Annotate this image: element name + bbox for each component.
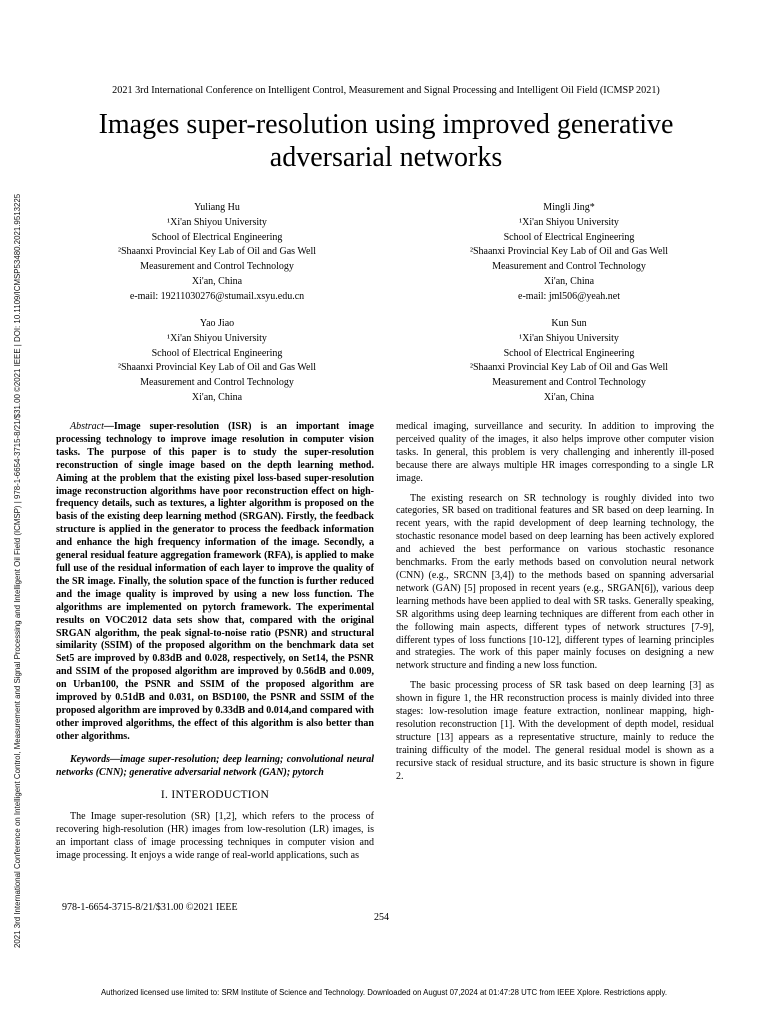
section-heading: I. INTERODUCTION <box>160 789 270 802</box>
author-city: Xi'an, China <box>543 391 595 403</box>
right-column <box>396 421 714 783</box>
author-name: Kun Sun <box>551 318 587 329</box>
author-name: Yao Jiao <box>199 318 235 329</box>
author-department: School of Electrical Engineering <box>503 231 635 243</box>
author-lab: ²Shaanxi Provincial Key Lab of Oil and Gas Well <box>469 362 669 374</box>
author-lab-cont: Measurement and Control Technology <box>492 377 646 389</box>
author-department: School of Electrical Engineering <box>151 231 283 243</box>
author-name: Yuliang Hu <box>194 202 240 213</box>
author-email: e-mail: 19211030276@stumail.xsyu.edu.cn <box>129 290 305 302</box>
author-lab-cont: Measurement and Control Technology <box>140 377 294 389</box>
author-city: Xi'an, China <box>191 275 243 287</box>
page-number: 254 <box>374 912 389 923</box>
intro-paragraph: The Image super-resolution (SR) [1,2], which refers to the process of recovering high-resolution (HR) images from low-resolution (LR) images, is an important class of image processing techniques in computer vision and image processing. It enjoys a wide range of real-world applications, such as <box>56 811 374 862</box>
author-affiliation: ¹Xi'an Shiyou University <box>519 332 619 344</box>
author-name: Mingli Jing* <box>543 202 595 213</box>
body-paragraph-1: medical imaging, surveillance and security. In addition to improving the perceived quality of the images, it also helps improve other computer vision tasks. In general, this problem is very challenging and inherently ill-posed because there are always multiple HR images corresponding to a single LR image. <box>396 421 714 484</box>
doi-sidebar <box>0 0 26 1024</box>
author-department: School of Electrical Engineering <box>151 347 283 359</box>
author-block-4 <box>404 317 734 406</box>
title-line-1: Images super-resolution using improved generative <box>98 109 674 140</box>
abstract <box>56 421 374 744</box>
author-email: e-mail: jml506@yeah.net <box>518 290 620 302</box>
author-department: School of Electrical Engineering <box>503 347 635 359</box>
left-column <box>56 421 374 863</box>
author-affiliation: ¹Xi'an Shiyou University <box>519 216 619 228</box>
author-block-2 <box>404 201 734 305</box>
doi-sidebar-text: 2021 3rd International Conference on Intelligent Control, Measurement and Signal Processing and Intelligent Oil Field (ICMSP) | 978-1-6654-3715-8/21/$31.00 ©2021 IEEE | DOI: 10.1109/ICMSP53480.2021.9513225 <box>13 193 22 948</box>
author-affiliation: ¹Xi'an Shiyou University <box>167 216 267 228</box>
author-lab-cont: Measurement and Control Technology <box>140 261 294 273</box>
paper-title <box>56 108 716 174</box>
author-lab: ²Shaanxi Provincial Key Lab of Oil and Gas Well <box>469 246 669 258</box>
author-lab: ²Shaanxi Provincial Key Lab of Oil and Gas Well <box>117 246 317 258</box>
author-city: Xi'an, China <box>543 275 595 287</box>
author-city: Xi'an, China <box>191 391 243 403</box>
body-paragraph-2: The existing research on SR technology is roughly divided into two categories, SR based on traditional features and SR based on deep learning. In recent years, with the rapid development of deep learning technology, the stochastic resonance model based on deep learning has been actively explored and achieved the best performance on various stochastic resonance benchmarks. From the early methods based on convolution neural network (CNN) (e.g., SRCNN [3,4]) to the methods based on spanning adversarial network (GAN) [5] proposed in recent years (e.g., SRGAN[6]), various deep learning methods have been applied to deal with SR tasks. Generally speaking, SR algorithms using deep learning techniques are different from each other in the following main aspects, different types of network structures [7-9], different types of loss functions [10-12], different types of learning principles and strategies. The work of this paper mainly focuses on designing a new network structure and finding a new loss function. <box>396 492 714 672</box>
abstract-text: —Image super-resolution (ISR) is an important image processing technology to improve image resolution in computer vision tasks. The purpose of this paper is to study the super-resolution reconstruction of single image based on the depth learning method. Aiming at the problem that the existing pixel loss-based super-resolution image reconstruction algorithms have poor reconstruction effect on high-frequency details, such as textures, a lighter algorithm is proposed on the basis of the existing deep learning method (SRGAN). Firstly, the feedback structure is applied in the generator to process the feedback information and enhance the high frequency information of the image. Secondly, a general residual feature aggregation framework (RFA), is applied to make full use of the residual information of each layer to improve the quality of the SR image. Finally, the solution space of the function is further reduced and the image quality is improved by using a new loss function. The algorithms are implemented on pytorch framework. The experimental results on VOC2012 data sets show that, compared with the original SRGAN algorithm, the peak signal-to-noise ratio (PSNR) and structural similarity (SSIM) of the proposed algorithm on the benchmark data set Set5 are improved by 0.83dB and 0.028, respectively, on Set14, the PSNR and SSIM of the proposed algorithm are improved by 0.56dB and 0.009, on Urban100, the PSNR and SSIM of the proposed algorithm are improved by 0.51dB and 0.031, on BSD100, the PSNR and SSIM of the proposed algorithm are improved by 0.33dB and 0.014,and compared with other improved algorithms, the effect of this algorithm is also better than other algorithms. <box>56 421 374 742</box>
body-paragraph-3: The basic processing process of SR task based on deep learning [3] as shown in figure 1, the HR reconstruction process is mainly divided into three stages: low-resolution image feature extraction, nonlinear mapping, high-resolution reconstruction [1]. With the development of depth model, residual structure [13] appears as a representative structure, mainly to reduce the training difficulty of the model. The general residual model is shown as a recursive stack of residual structure, and its basic structure is shown in figure 2. <box>396 680 714 782</box>
author-lab: ²Shaanxi Provincial Key Lab of Oil and Gas Well <box>117 362 317 374</box>
title-line-2: adversarial networks <box>269 142 503 173</box>
keywords: Keywords—image super-resolution; deep learning; convolutional neural networks (CNN); generative adversarial network (GAN); pytorch <box>56 753 374 778</box>
author-lab-cont: Measurement and Control Technology <box>492 261 646 273</box>
author-block-3 <box>52 317 382 406</box>
author-affiliation: ¹Xi'an Shiyou University <box>167 332 267 344</box>
conference-header: 2021 3rd International Conference on Intelligent Control, Measurement and Signal Processing and Intelligent Oil Field (ICMSP 2021) <box>112 85 660 96</box>
author-block-1 <box>52 201 382 305</box>
copyright-line: 978-1-6654-3715-8/21/$31.00 ©2021 IEEE <box>62 902 238 913</box>
license-footer: Authorized licensed use limited to: SRM Institute of Science and Technology. Downloaded on August 07,2024 at 01:47:28 UTC from IEEE Xplore. Restrictions apply. <box>100 988 668 997</box>
abstract-label: Abstract <box>70 421 104 432</box>
